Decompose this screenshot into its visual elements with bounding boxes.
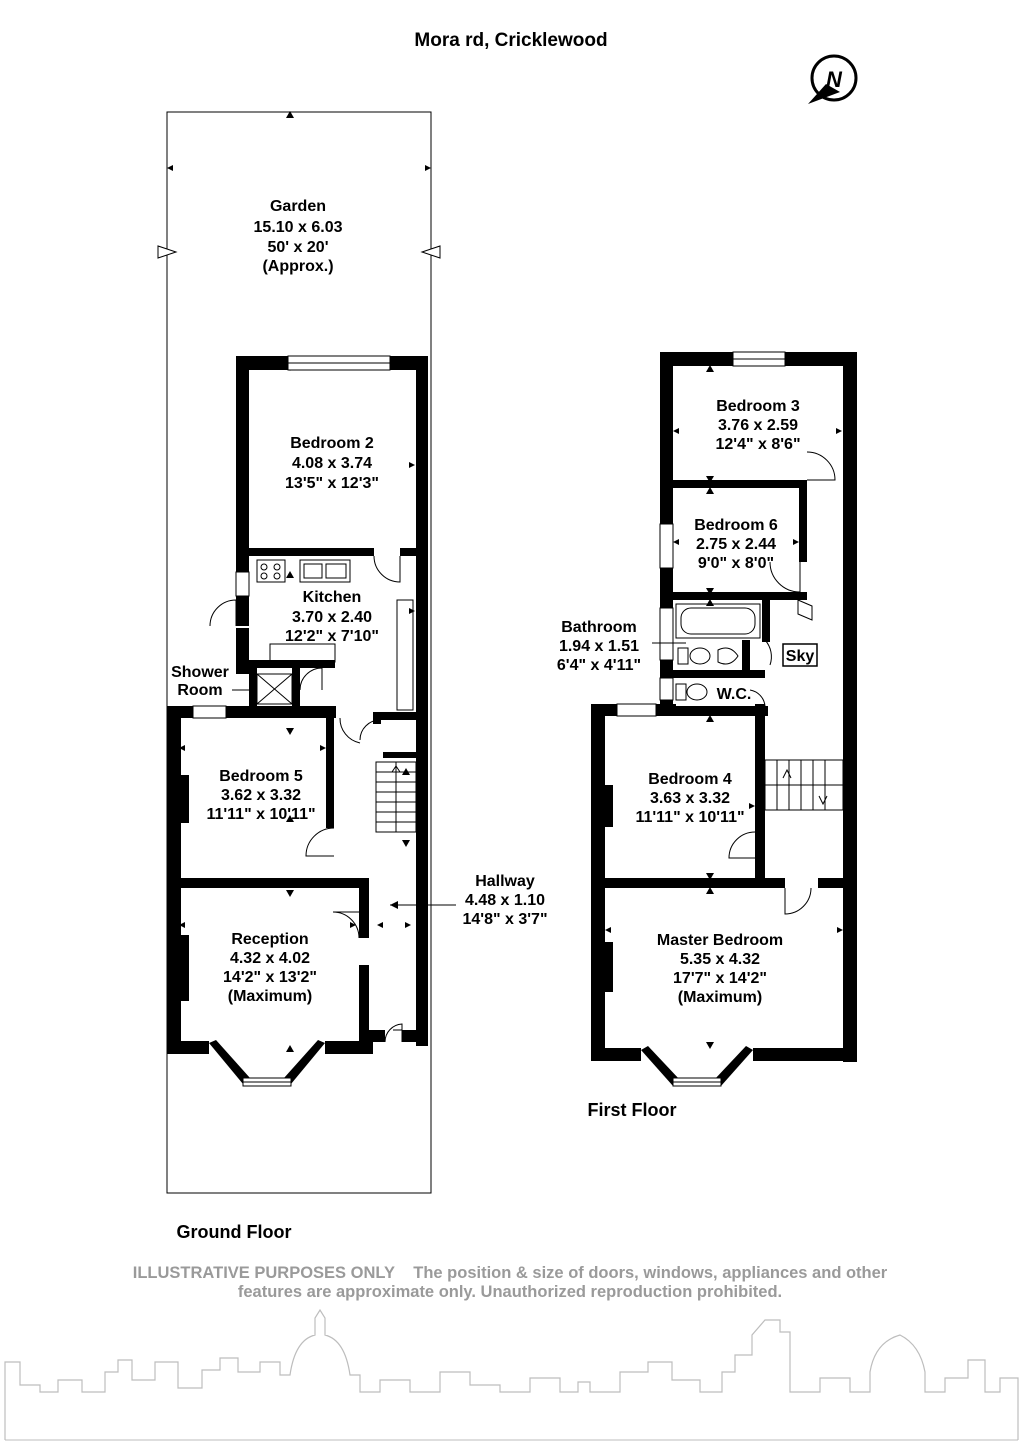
first-floor-label: First Floor xyxy=(587,1100,677,1120)
ground-floor-label: Ground Floor xyxy=(176,1222,292,1242)
garden-name: Garden xyxy=(269,198,327,215)
ground-floor-labels xyxy=(171,198,547,1242)
master-bedroom-metric: 5.35 x 4.32 xyxy=(679,951,761,968)
svg-text:ILLUSTRATIVE PURPOSES ONLY xyxy=(133,1264,888,1282)
bedroom4-metric: 3.63 x 3.32 xyxy=(649,790,731,807)
bedroom3-imperial: 12'4" x 8'6" xyxy=(715,436,801,453)
hallway-name: Hallway xyxy=(475,873,535,890)
disclaimer xyxy=(133,1264,888,1301)
disclaimer-lead: ILLUSTRATIVE PURPOSES ONLY xyxy=(132,1264,395,1282)
bathroom-imperial: 6'4" x 4'11" xyxy=(556,657,642,674)
master-bedroom-imperial: 17'7" x 14'2" xyxy=(673,970,767,987)
kitchen-imperial: 12'2" x 7'10" xyxy=(285,628,379,645)
bedroom5-imperial: 11'11" x 10'11" xyxy=(206,806,316,823)
compass-icon xyxy=(808,56,856,104)
first-stairs xyxy=(765,760,843,810)
disclaimer-line1: The position & size of doors, windows, appliances and other xyxy=(413,1264,888,1282)
shower-room-name-line2: Room xyxy=(177,682,223,699)
disclaimer-line2: features are approximate only. Unauthorized reproduction prohibited. xyxy=(237,1283,783,1301)
bedroom2-imperial: 13'5" x 12'3" xyxy=(285,475,379,492)
garden-note: (Approx.) xyxy=(262,258,334,275)
garden-metric: 15.10 x 6.03 xyxy=(253,219,343,236)
bathroom-name: Bathroom xyxy=(561,619,637,636)
bedroom6-name: Bedroom 6 xyxy=(694,517,778,534)
master-bedroom-note: (Maximum) xyxy=(677,989,763,1006)
compass-letter: N xyxy=(826,67,842,92)
reception-name: Reception xyxy=(231,931,309,948)
wc-label: W.C. xyxy=(716,686,752,703)
shower-tray xyxy=(232,674,292,704)
shower-room-name-line1: Shower xyxy=(171,664,229,681)
plan-title: Mora rd, Cricklewood xyxy=(414,30,608,51)
bedroom5-metric: 3.62 x 3.32 xyxy=(220,787,302,804)
ground-stairs xyxy=(376,762,416,832)
reception-note: (Maximum) xyxy=(227,988,313,1005)
bedroom6-imperial: 9'0" x 8'0" xyxy=(697,555,775,572)
bedroom4-name: Bedroom 4 xyxy=(648,771,732,788)
bathroom-metric: 1.94 x 1.51 xyxy=(558,638,640,655)
bedroom3-name: Bedroom 3 xyxy=(716,398,800,415)
garden-imperial: 50' x 20' xyxy=(267,239,329,256)
master-bedroom-name: Master Bedroom xyxy=(656,932,784,949)
bedroom5-name: Bedroom 5 xyxy=(219,768,303,785)
sky-label: Sky xyxy=(785,648,815,665)
bedroom6-metric: 2.75 x 2.44 xyxy=(695,536,777,553)
bedroom4-imperial: 11'11" x 10'11" xyxy=(635,809,745,826)
kitchen-name: Kitchen xyxy=(302,589,362,606)
hallway-imperial: 14'8" x 3'7" xyxy=(462,911,548,928)
reception-metric: 4.32 x 4.02 xyxy=(229,950,311,967)
reception-imperial: 14'2" x 13'2" xyxy=(223,969,317,986)
bedroom2-name: Bedroom 2 xyxy=(290,435,374,452)
kitchen-metric: 3.70 x 2.40 xyxy=(291,609,373,626)
skyline-decoration xyxy=(5,1310,1018,1440)
bedroom2-metric: 4.08 x 3.74 xyxy=(291,455,373,472)
hallway-metric: 4.48 x 1.10 xyxy=(464,892,546,909)
bedroom3-metric: 3.76 x 2.59 xyxy=(717,417,799,434)
